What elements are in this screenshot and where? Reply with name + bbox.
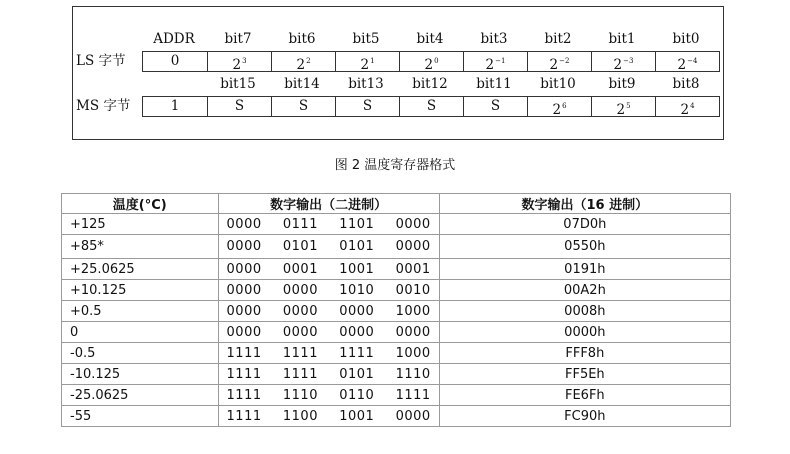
ms-bit-cell [655,97,719,116]
ms-bit-cells [142,96,720,117]
temperature-cell: +125 [62,214,219,235]
ms-bit-cell [591,97,655,116]
table-row [62,259,731,280]
hex-cell: FC90h [439,406,730,427]
cell-base: 2 [360,57,370,73]
ls-bit-cell [207,52,271,71]
binary-cell: 1111 1100 1001 0000 [218,406,439,427]
ls-bit-cells [142,51,720,72]
ms-bit-cell [143,97,207,116]
ms-header-bit14: bit14 [284,76,320,92]
table-row [62,406,731,427]
table-row [62,343,731,364]
ls-header-bit4: bit4 [416,31,444,47]
temperature-cell: 0 [62,322,219,343]
ls-bit-cell [527,52,591,71]
cell-base: S [490,98,501,114]
cell-base: 2 [616,102,626,118]
binary-cell: 0000 0000 0000 0000 [218,322,439,343]
ls-byte-label: LS 字节 [76,53,126,69]
register-format-figure [72,6,724,140]
hex-cell: 0550h [439,235,730,259]
ls-header-bit6: bit6 [288,31,316,47]
ls-header-bit3: bit3 [480,31,508,47]
temperature-cell: -10.125 [62,364,219,385]
ms-header-bit10: bit10 [540,76,576,92]
ms-bit-cell [271,97,335,116]
cell-exponent: −1 [495,57,506,65]
temperature-conversion-table [61,193,731,427]
cell-base: 2 [680,102,690,118]
cell-base: S [362,98,373,114]
temperature-cell: +0.5 [62,301,219,322]
temperature-cell: -25.0625 [62,385,219,406]
table-row [62,235,731,259]
table-row [62,364,731,385]
ls-bit-cell [143,52,207,71]
ms-header-bit12: bit12 [412,76,448,92]
binary-cell: 0000 0111 1101 0000 [218,214,439,235]
cell-base: S [234,98,245,114]
binary-cell: 0000 0101 0101 0000 [218,235,439,259]
cell-exponent: 5 [626,102,631,110]
ls-header-bit5: bit5 [352,31,380,47]
binary-cell: 0000 0001 1001 0001 [218,259,439,280]
ls-bit-cell [271,52,335,71]
ms-header-bit8: bit8 [672,76,700,92]
ls-header-bit1: bit1 [608,31,636,47]
cell-base: 2 [677,57,687,73]
temperature-cell: +85* [62,235,219,259]
binary-cell: 1111 1111 1111 1000 [218,343,439,364]
ls-header-bit2: bit2 [544,31,572,47]
ls-bit-cell [335,52,399,71]
figure-caption: 图 2 温度寄存器格式 [334,158,456,173]
temperature-cell: +10.125 [62,280,219,301]
temperature-cell: +25.0625 [62,259,219,280]
binary-cell: 1111 1111 0101 1110 [218,364,439,385]
hex-cell: FE6Fh [439,385,730,406]
ms-header-bit13: bit13 [348,76,384,92]
ms-bit-cell [527,97,591,116]
hex-cell: FFF8h [439,343,730,364]
hex-cell: 07D0h [439,214,730,235]
column-header-hex: 数字输出（16 进制） [439,194,730,214]
ms-header-bit11: bit11 [476,76,512,92]
ms-bit-cell [399,97,463,116]
cell-base: 2 [232,57,242,73]
ms-header-bit9: bit9 [608,76,636,92]
temperature-cell: -0.5 [62,343,219,364]
ls-header-bit7: bit7 [224,31,252,47]
cell-base: 2 [485,57,495,73]
cell-exponent: 1 [370,57,375,65]
cell-exponent: 3 [242,57,247,65]
table-row [62,385,731,406]
cell-exponent: 2 [306,57,311,65]
hex-cell: 0000h [439,322,730,343]
binary-cell: 1111 1110 0110 1111 [218,385,439,406]
cell-base: 2 [613,57,623,73]
table-row [62,322,731,343]
ms-header-bit15: bit15 [220,76,256,92]
cell-base: 2 [296,57,306,73]
cell-base: 2 [424,57,434,73]
cell-exponent: 4 [690,102,695,110]
cell-exponent: −3 [623,57,634,65]
ms-bit-cell [207,97,271,116]
cell-exponent: −2 [559,57,570,65]
table-row [62,301,731,322]
table-row [62,280,731,301]
cell-exponent: 6 [562,102,567,110]
hex-cell: 0191h [439,259,730,280]
cell-base: S [426,98,437,114]
cell-base: 2 [549,57,559,73]
table-row [62,214,731,235]
hex-cell: FF5Eh [439,364,730,385]
cell-base: 0 [170,53,180,69]
ls-header-addr: ADDR [153,31,195,47]
hex-cell: 0008h [439,301,730,322]
table-header-row [62,194,731,214]
ms-bit-cell [335,97,399,116]
column-header-temperature: 温度(°C) [62,194,219,214]
cell-base: 1 [170,98,180,114]
hex-cell: 00A2h [439,280,730,301]
cell-exponent: −4 [687,57,698,65]
cell-exponent: 0 [434,57,439,65]
cell-base: 2 [552,102,562,118]
binary-cell: 0000 0000 1010 0010 [218,280,439,301]
temperature-cell: -55 [62,406,219,427]
column-header-binary: 数字输出（二进制） [218,194,439,214]
ls-bit-cell [591,52,655,71]
ls-bit-cell [655,52,719,71]
ls-bit-cell [463,52,527,71]
ms-bit-cell [463,97,527,116]
ms-byte-label: MS 字节 [76,98,131,114]
ls-bit-cell [399,52,463,71]
ls-header-bit0: bit0 [672,31,700,47]
binary-cell: 0000 0000 0000 1000 [218,301,439,322]
cell-base: S [298,98,309,114]
